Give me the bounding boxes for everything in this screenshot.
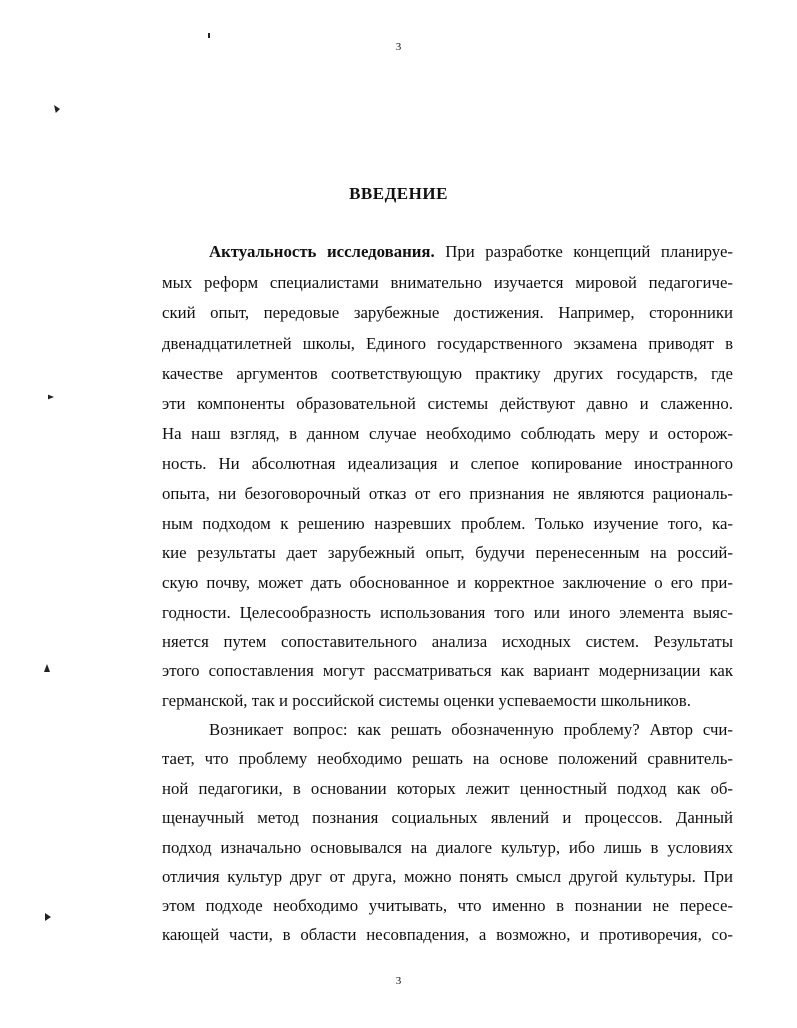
text-line: этом подходе необходимо учитывать, что именно в познании не пересе- [162, 896, 733, 915]
text-line: На наш взгляд, в данном случае необходимо соблюдать меру и осторож- [162, 424, 733, 443]
text-line: этого сопоставления могут рассматриваться как вариант модернизации как [162, 661, 733, 680]
scan-speck [208, 33, 210, 38]
section-heading: ВВЕДЕНИЕ [349, 184, 448, 203]
text-line: ным подходом к решению назревших проблем. Только изучение того, ка- [162, 514, 733, 533]
text-line: годности. Целесообразность использования того или иного элемента выяс- [162, 603, 733, 622]
text-line: няется путем сопоставительного анализа исходных систем. Результаты [162, 632, 733, 651]
text-line: отличия культур друг от друга, можно понять смысл другой культуры. При [162, 867, 733, 886]
text-line [209, 242, 733, 262]
text-line: германской, так и российской системы оценки успеваемости школьников. [162, 691, 691, 710]
page-number-top: 3 [395, 41, 402, 53]
text-line: Возникает вопрос: как решать обозначенную проблему? Автор счи- [209, 720, 733, 739]
text-line: ной педагогики, в основании которых лежит ценностный подход как об- [162, 779, 733, 798]
text-line: ский опыт, передовые зарубежные достижения. Например, сторонники [162, 303, 733, 322]
page-number-bottom: 3 [395, 975, 402, 987]
text-line: мых реформ специалистами внимательно изучается мировой педагогиче- [162, 273, 733, 292]
binding-hole-mark [48, 393, 54, 401]
binding-hole-mark [54, 105, 60, 113]
text-line: опыта, ни безоговорочный отказ от его признания не являются рациональ- [162, 484, 733, 503]
text-line: кие результаты дает зарубежный опыт, будучи перенесенным на россий- [162, 543, 733, 562]
lead-phrase: Актуальность исследования. [209, 242, 435, 261]
text-line: кающей части, в области несовпадения, а возможно, и противоречия, со- [162, 925, 733, 944]
text-line: тает, что проблему необходимо решать на основе положений сравнитель- [162, 749, 733, 768]
text-line: эти компоненты образовательной системы действуют давно и слаженно. [162, 394, 733, 413]
binding-hole-mark [44, 664, 50, 672]
line-text: При разработке концепций планируе- [434, 242, 733, 261]
text-line: щенаучный метод познания социальных явлений и процессов. Данный [162, 808, 733, 827]
binding-hole-mark [45, 913, 51, 921]
text-line: подход изначально основывался на диалоге культур, ибо лишь в условиях [162, 838, 733, 857]
text-line: скую почву, может дать обоснованное и корректное заключение о его при- [162, 573, 733, 592]
text-line: ность. Ни абсолютная идеализация и слепое копирование иностранного [162, 454, 733, 473]
text-line: качестве аргументов соответствующую практику других государств, где [162, 364, 733, 383]
text-line: двенадцатилетней школы, Единого государственного экзамена приводят в [162, 334, 733, 353]
